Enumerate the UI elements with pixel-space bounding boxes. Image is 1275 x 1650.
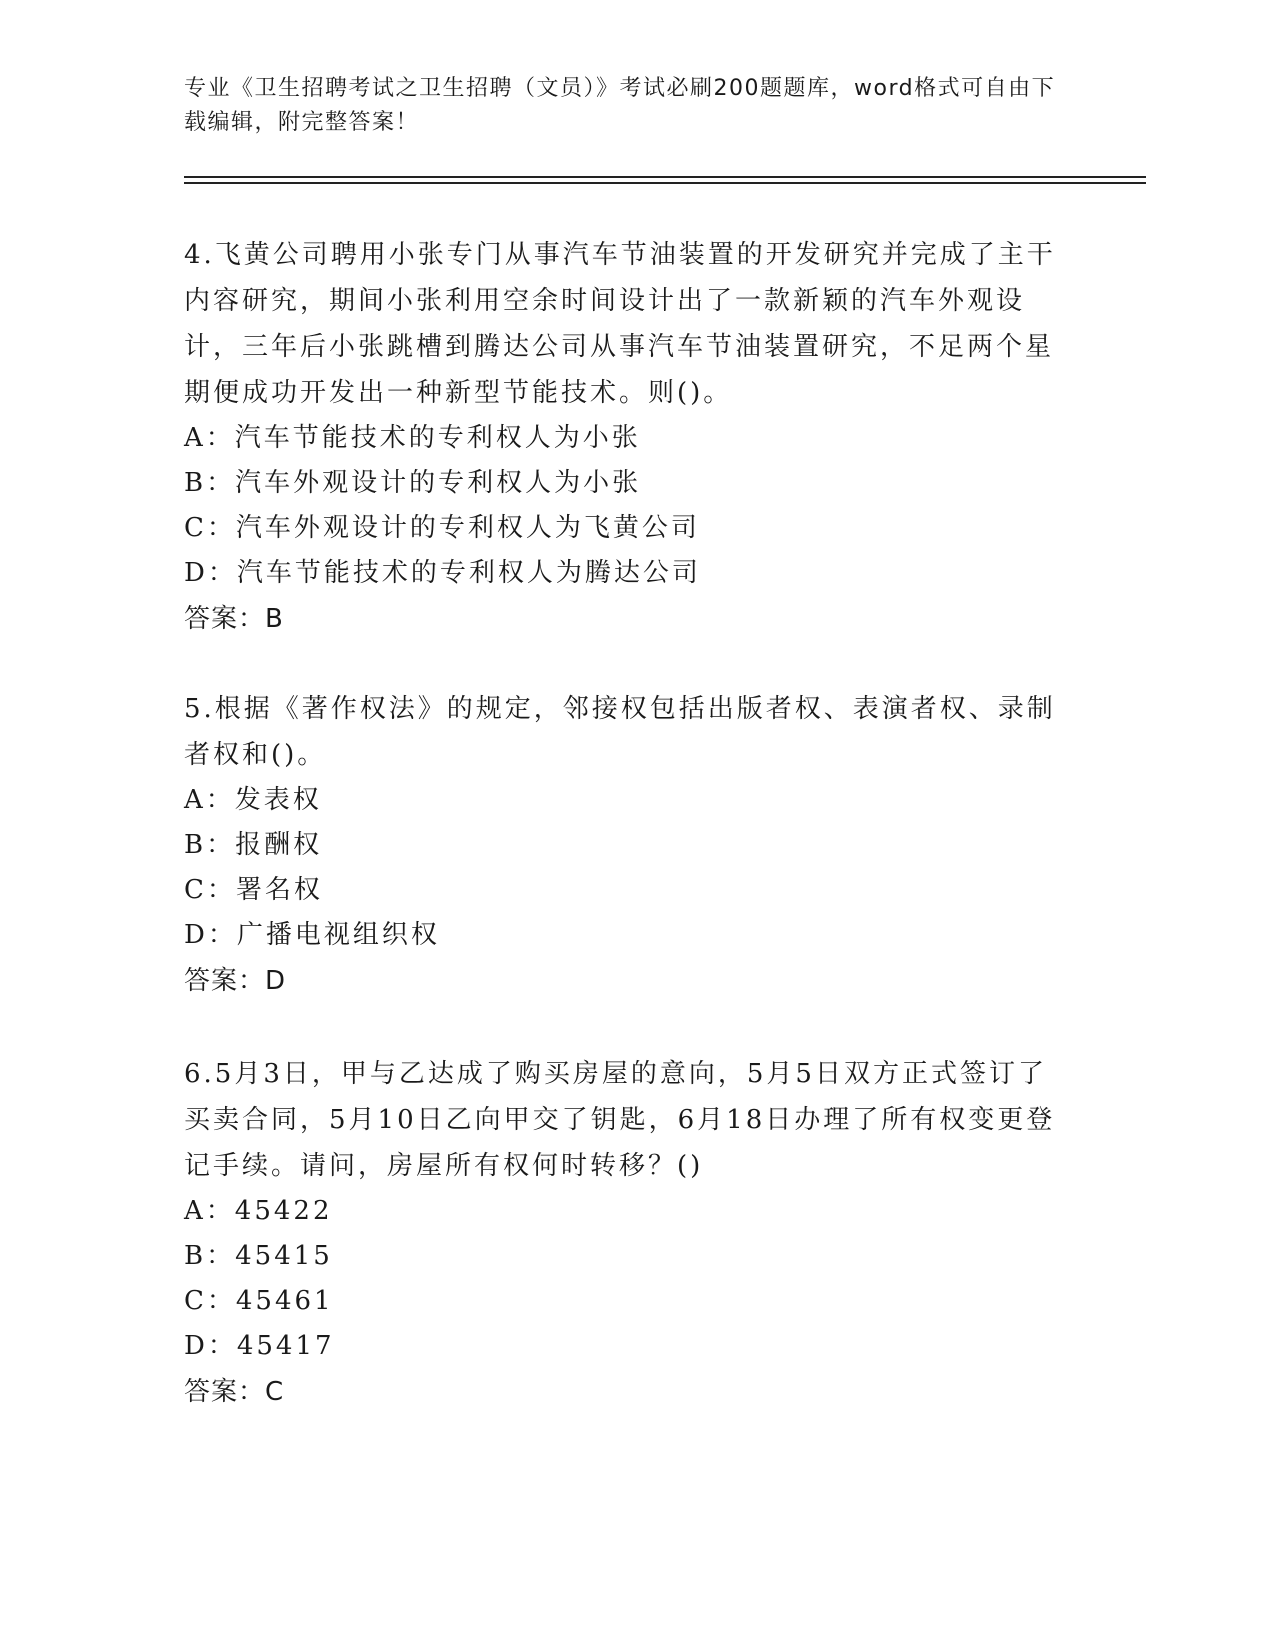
option-d: D：广播电视组织权 xyxy=(184,920,440,950)
answer-label: 答案：C xyxy=(184,1377,285,1407)
question-5 xyxy=(184,686,1064,1004)
option-b: B：报酬权 xyxy=(184,830,323,860)
option-a: A：45422 xyxy=(184,1196,333,1226)
option-c: C：汽车外观设计的专利权人为飞黄公司 xyxy=(184,513,700,543)
answer-label: 答案：D xyxy=(184,966,287,996)
option-b: B：45415 xyxy=(184,1241,333,1271)
option-b: B：汽车外观设计的专利权人为小张 xyxy=(184,468,642,498)
option-c: C：45461 xyxy=(184,1286,334,1316)
question-stem: 6.5月3日，甲与乙达成了购买房屋的意向，5月5日双方正式签订了买卖合同，5月10日乙向甲交了钥匙，6月18日办理了所有权变更登记手续。请问，房屋所有权何时转移？() xyxy=(184,1059,1056,1181)
option-d: D：汽车节能技术的专利权人为腾达公司 xyxy=(184,558,701,588)
question-stem: 5.根据《著作权法》的规定，邻接权包括出版者权、表演者权、录制者权和()。 xyxy=(184,694,1056,770)
question-4 xyxy=(184,232,1064,642)
option-a: A：汽车节能技术的专利权人为小张 xyxy=(184,423,641,453)
question-6 xyxy=(184,1051,1064,1415)
question-stem: 4.飞黄公司聘用小张专门从事汽车节油装置的开发研究并完成了主干内容研究，期间小张利用空余时间设计出了一款新颖的汽车外观设计，三年后小张跳槽到腾达公司从事汽车节油装置研究，不足两个星期便成功开发出一种新型节能技术。则()。 xyxy=(184,240,1056,408)
option-d: D：45417 xyxy=(184,1331,335,1361)
header-divider-top xyxy=(184,176,1146,178)
option-a: A：发表权 xyxy=(184,785,322,815)
header-divider-bottom xyxy=(184,182,1146,184)
document-header: 专业《卫生招聘考试之卫生招聘（文员）》考试必刷200题题库，word格式可自由下载编辑，附完整答案！ xyxy=(184,76,1056,135)
option-c: C：署名权 xyxy=(184,875,323,905)
answer-label: 答案：B xyxy=(184,604,284,634)
